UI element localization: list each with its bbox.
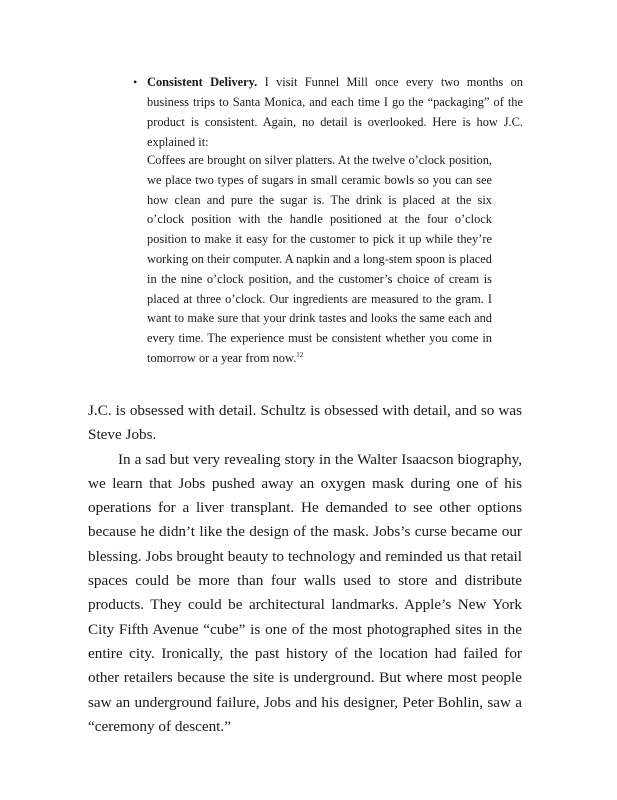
paragraph-2: In a sad but very revealing story in the Walter Isaacson biography, we learn that Jobs pushed away an oxygen mask during one of his operations for a liver transplant. He demanded to see other options because he didn’t like the design of the mask. Jobs’s curse became our blessing. Jobs brought beauty to technology and reminded us that retail spaces could be more than four walls used to store and distribute products. They could be architectural landmarks. Apple’s New York City Fifth Avenue “cube” is one of the most photographed sites in the entire city. Ironically, the past history of the location had failed for other retailers because the site is underground. But where most people saw an underground failure, Jobs and his designer, Peter Bohlin, saw a “ceremony of descent.” [88,450,522,735]
bullet-text [147,72,523,152]
body-text [88,399,522,739]
paragraph-1: J.C. is obsessed with detail. Schultz is obsessed with detail, and so was Steve Jobs. [88,402,522,444]
bullet-title: Consistent Delivery. [147,75,258,89]
bullet-body: I visit Funnel Mill once every two months on business trips to Santa Monica, and each time I go the “packaging” of the product is consistent. Again, no detail is overlooked. Here is how J.C. explained it: [147,75,523,149]
bullet-dot-icon: • [133,75,138,89]
block-quote [147,151,492,369]
quote-text: Coffees are brought on silver platters. At the twelve o’clock position, we place two types of sugars in small ceramic bowls so you can see how clean and pure the sugar is. The drink is placed at the six o’clock position with the handle positioned at the four o’clock position to make it easy for the customer to pick it up while they’re working on their computer. A napkin and a long-stem spoon is placed in the nine o’clock position, and the customer’s choice of cream is placed at three o’clock. Our ingredients are measured to the gram. I want to make sure that your drink tastes and looks the same each and every time. The experience must be consistent whether you come in tomorrow or a year from now. [147,153,492,365]
footnote-marker: 12 [296,350,304,359]
bullet-item-consistent-delivery [133,72,523,152]
